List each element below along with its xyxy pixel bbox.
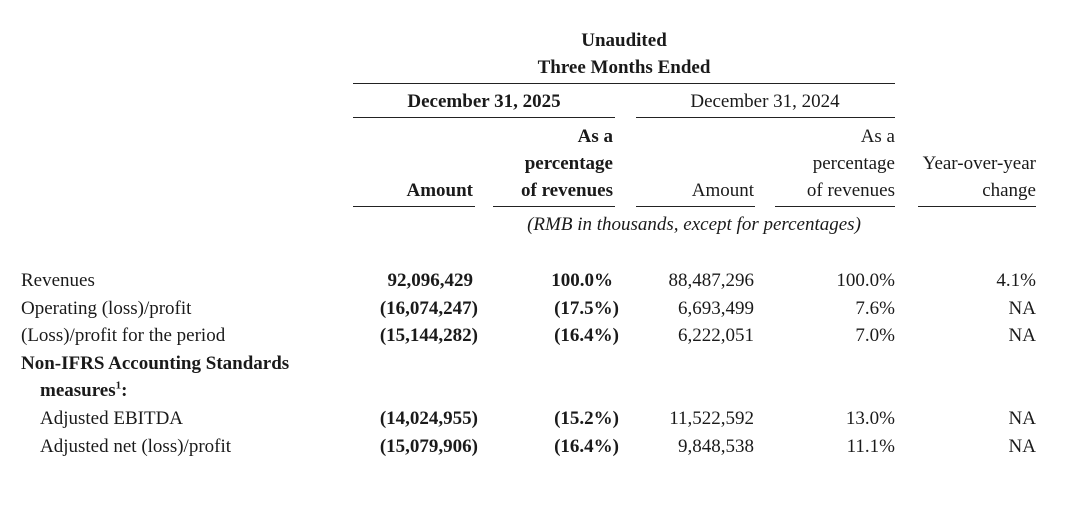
row-ebitda-pct-2025: (15.2%) — [554, 408, 619, 429]
row-ebitda-pct-2024: 13.0% — [845, 408, 895, 429]
row-operating-yoy: NA — [1008, 298, 1036, 319]
header-amount-2025: Amount — [406, 180, 473, 201]
section-non-ifrs-line1: Non-IFRS Accounting Standards — [21, 353, 290, 374]
row-ebitda-yoy: NA — [1008, 408, 1036, 429]
row-net-amount-2024: 9,848,538 — [678, 436, 754, 457]
header-col-2025: December 31, 2025 — [407, 91, 561, 112]
rule-amount-2024 — [636, 206, 755, 207]
row-period-label: (Loss)/profit for the period — [21, 325, 226, 346]
header-yoy-line2: change — [982, 180, 1036, 201]
rule-pct-2024 — [775, 206, 895, 207]
row-operating-amount-2024: 6,693,499 — [678, 298, 754, 319]
header-amount-2024: Amount — [691, 180, 754, 201]
header-unaudited: Unaudited — [581, 30, 667, 51]
row-net-label: Adjusted net (loss)/profit — [40, 436, 232, 457]
units-note: (RMB in thousands, except for percentages) — [527, 214, 861, 235]
row-net-yoy: NA — [1008, 436, 1036, 457]
header-pct-2025-line3: of revenues — [521, 180, 613, 201]
row-period-yoy: NA — [1008, 325, 1036, 346]
row-net-amount-2025: (15,079,906) — [379, 436, 478, 457]
row-net-pct-2025: (16.4%) — [554, 436, 619, 457]
rule-period — [353, 83, 895, 84]
row-operating-label: Operating (loss)/profit — [21, 298, 192, 319]
row-revenues-pct-2025: 100.0% — [551, 270, 613, 291]
row-period-amount-2025: (15,144,282) — [379, 325, 478, 346]
row-ebitda-amount-2025: (14,024,955) — [379, 408, 478, 429]
header-yoy-line1: Year-over-year — [922, 153, 1036, 174]
row-net-pct-2024: 11.1% — [846, 436, 895, 457]
header-pct-2024-line3: of revenues — [806, 180, 895, 201]
row-operating-amount-2025: (16,074,247) — [379, 298, 478, 319]
row-revenues-label: Revenues — [21, 270, 95, 291]
header-period: Three Months Ended — [537, 57, 711, 78]
row-period-pct-2025: (16.4%) — [554, 325, 619, 346]
header-pct-2025-line1: As a — [577, 126, 613, 147]
rule-pct-2025 — [493, 206, 615, 207]
rule-yoy — [918, 206, 1036, 207]
row-operating-pct-2025: (17.5%) — [554, 298, 619, 319]
section-non-ifrs-colon: : — [121, 380, 128, 401]
rule-2025 — [353, 117, 615, 118]
row-revenues-pct-2024: 100.0% — [836, 270, 895, 291]
header-col-2024: December 31, 2024 — [690, 91, 840, 112]
row-period-pct-2024: 7.0% — [855, 325, 895, 346]
header-pct-2025-line2: percentage — [524, 153, 613, 174]
row-ebitda-label: Adjusted EBITDA — [40, 408, 184, 429]
row-operating-pct-2024: 7.6% — [855, 298, 895, 319]
row-revenues-yoy: 4.1% — [996, 270, 1036, 291]
section-non-ifrs-measures: measures — [40, 380, 116, 401]
rule-2024 — [636, 117, 895, 118]
header-pct-2024-line1: As a — [860, 126, 895, 147]
section-non-ifrs-line2 — [40, 380, 127, 402]
row-revenues-amount-2024: 88,487,296 — [668, 270, 754, 291]
row-ebitda-amount-2024: 11,522,592 — [669, 408, 754, 429]
header-pct-2024-line2: percentage — [812, 153, 895, 174]
row-revenues-amount-2025: 92,096,429 — [387, 270, 473, 291]
footnote-mark: 1 — [115, 379, 122, 392]
row-period-amount-2024: 6,222,051 — [678, 325, 754, 346]
rule-amount-2025 — [353, 206, 475, 207]
